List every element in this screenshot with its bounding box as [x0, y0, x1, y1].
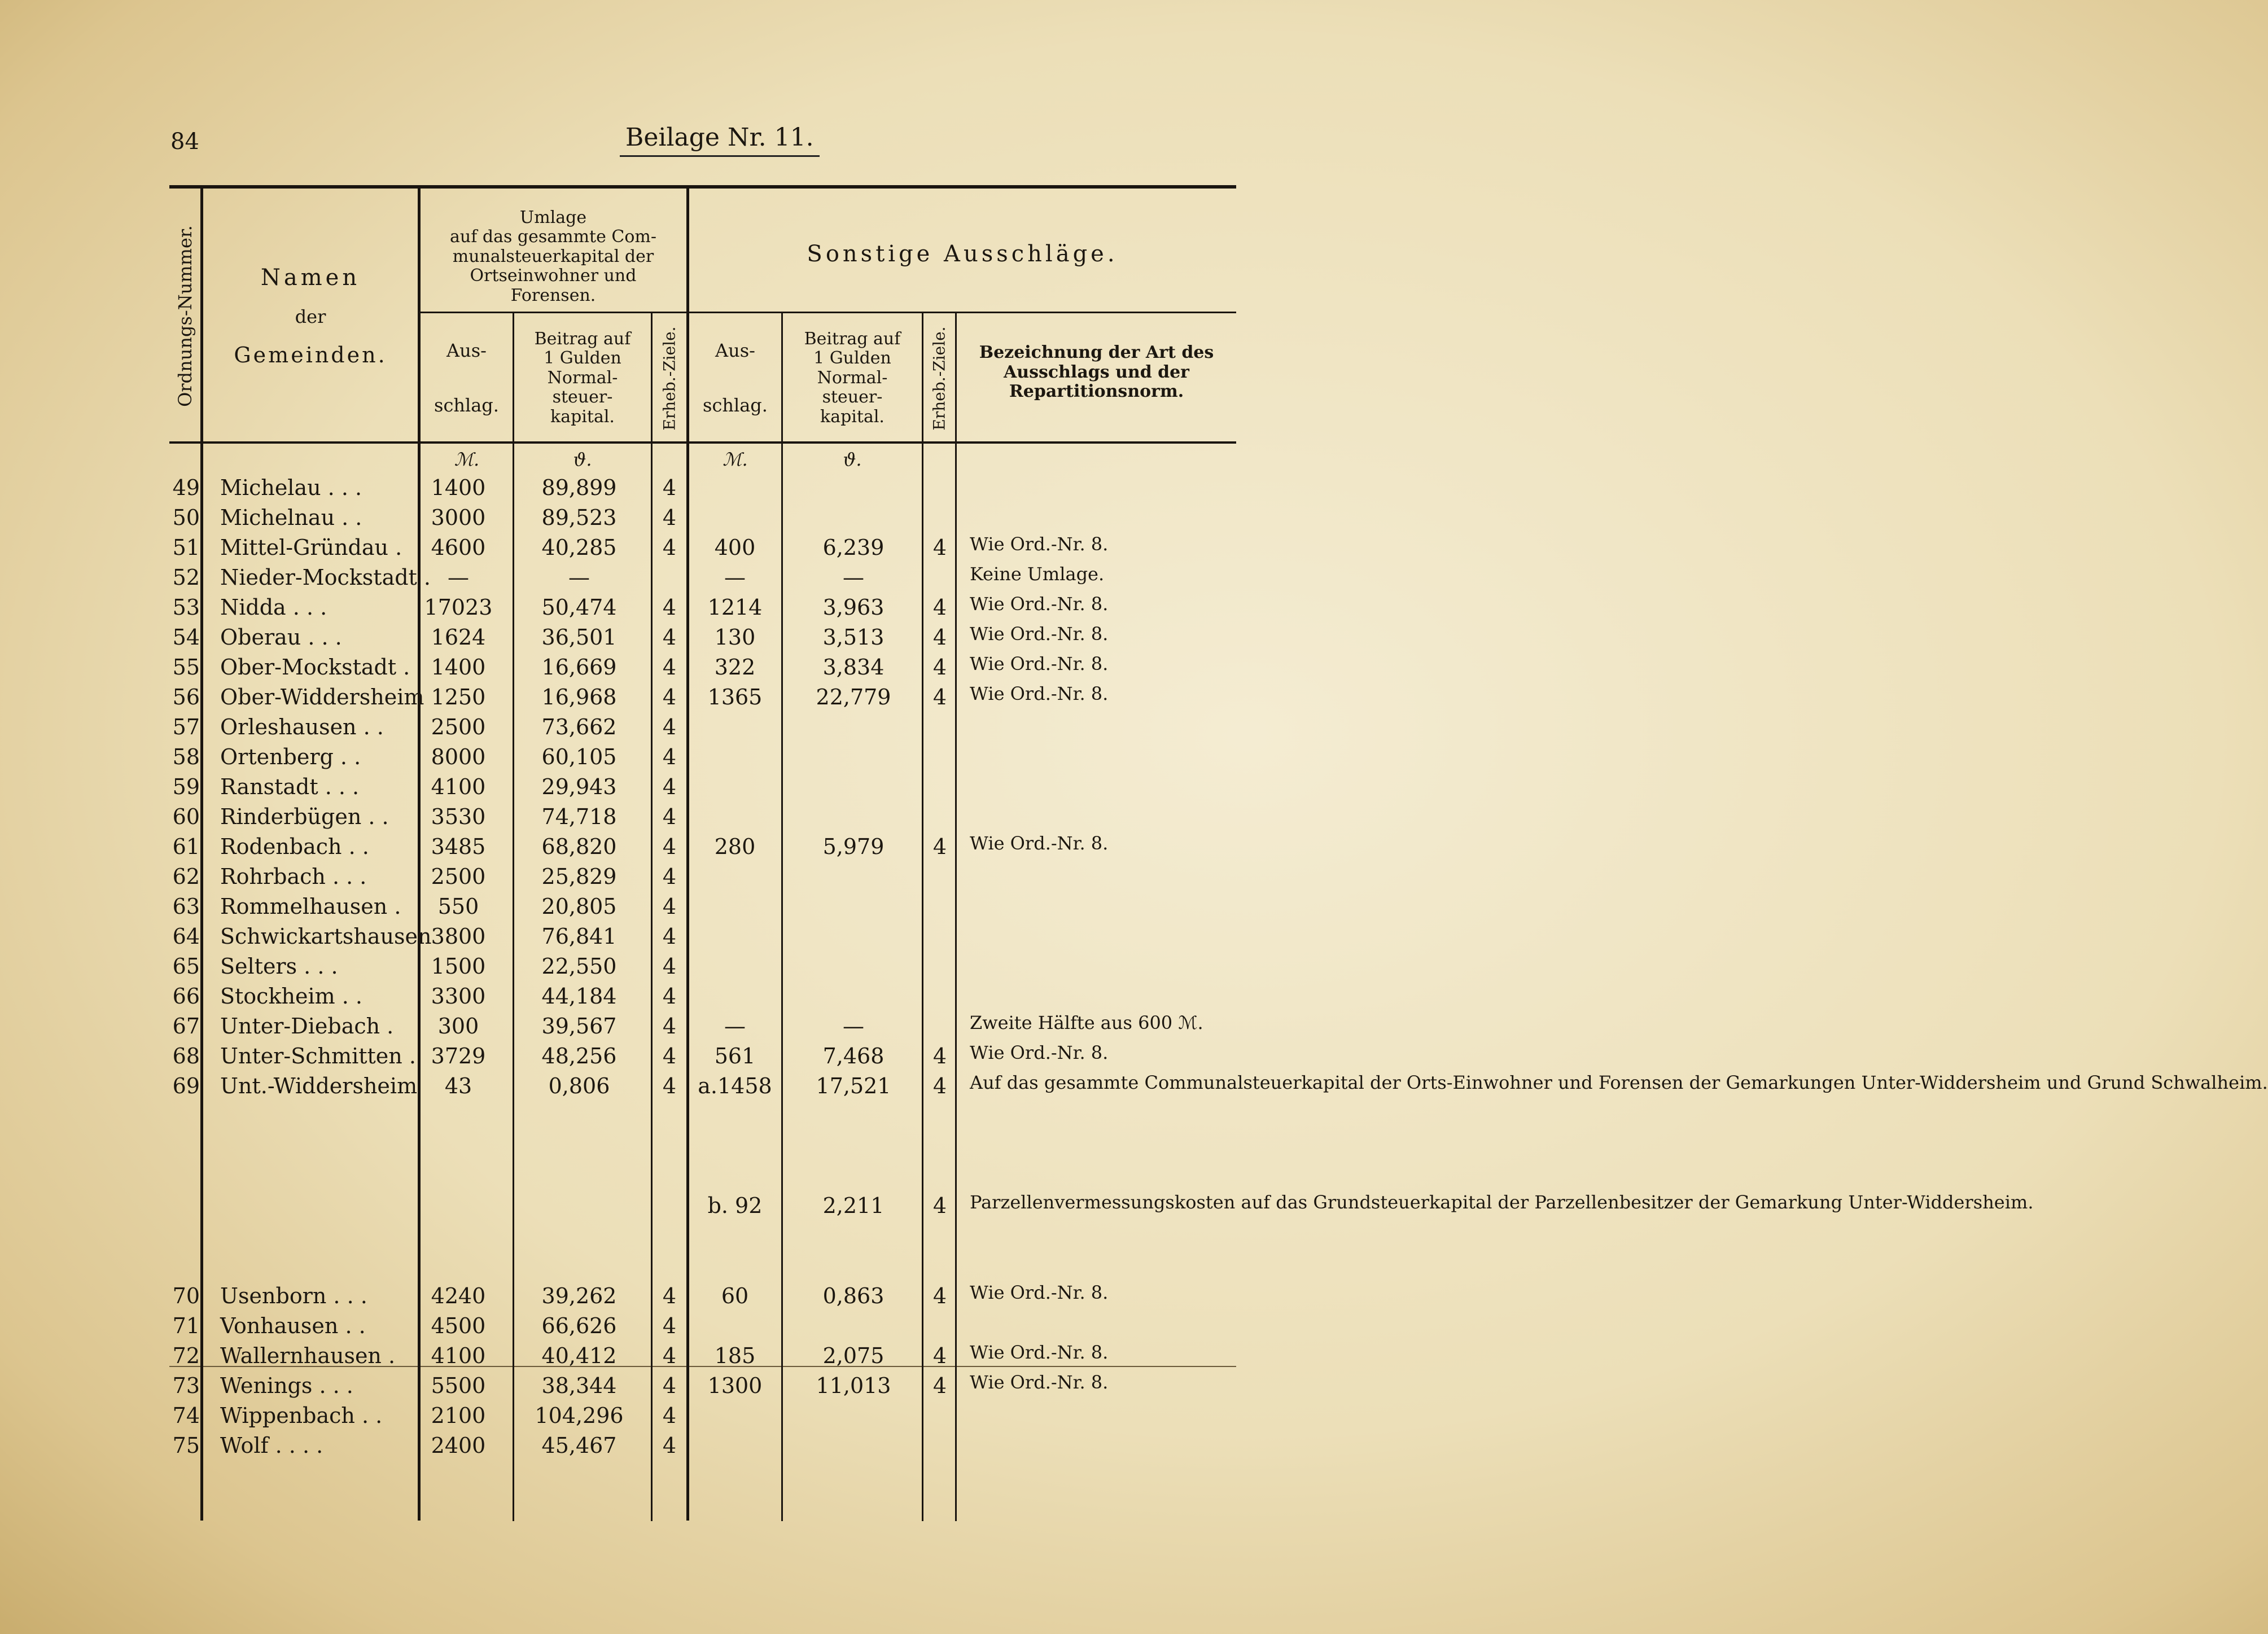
- cell-beitrag: 50,474: [541, 595, 617, 620]
- cell-nr: 69: [172, 1074, 200, 1098]
- cell-aus2: 322: [714, 655, 756, 680]
- cell-aus: 2500: [431, 864, 486, 889]
- cell-aus: 1624: [431, 625, 486, 650]
- cell-erh2: 4: [932, 1373, 947, 1398]
- cell-erh: 4: [662, 1044, 677, 1068]
- cell-erh2: 4: [932, 625, 947, 650]
- cell-aus: 8000: [431, 744, 486, 769]
- cell-nr: 58: [172, 744, 200, 769]
- header-beitrag: Beitrag auf 1 Gulden Normal- steuer- kapital.: [534, 328, 631, 427]
- cell-bez: Wie Ord.-Nr. 8.: [970, 533, 1109, 555]
- cell-erh: 4: [662, 894, 677, 919]
- cell-beitrag: 60,105: [541, 744, 617, 769]
- cell-aus: 3485: [431, 834, 486, 859]
- cell-bez: Wie Ord.-Nr. 8.: [970, 833, 1109, 854]
- cell-aus: 5500: [431, 1373, 486, 1398]
- cell-erh2: 4: [932, 1283, 947, 1308]
- cell-erh2: 4: [932, 1193, 947, 1218]
- cell-erh: 4: [662, 1283, 677, 1308]
- cell-aus: —: [448, 565, 469, 590]
- cell-aus: 3729: [431, 1044, 486, 1068]
- cell-aus: 3300: [431, 984, 486, 1009]
- cell-erh: 4: [662, 774, 677, 799]
- cell-beitrag: 0,806: [548, 1074, 610, 1098]
- table-row: [0, 802, 1339, 832]
- cell-nr: 72: [172, 1343, 200, 1368]
- cell-aus: 2500: [431, 715, 486, 739]
- cell-beitrag: 66,626: [541, 1313, 617, 1338]
- cell-name: Rohrbach . . .: [220, 864, 367, 889]
- table-row: [0, 652, 1339, 682]
- table-row: [0, 952, 1339, 982]
- cell-nr: 73: [172, 1373, 200, 1398]
- cell-erh: 4: [662, 685, 677, 709]
- table-row: [0, 473, 1339, 503]
- cell-name: Rodenbach . .: [220, 834, 369, 859]
- cell-name: Ortenberg . .: [220, 744, 361, 769]
- cell-aus: 1500: [431, 954, 486, 979]
- cell-name: Schwickartshausen: [220, 924, 432, 949]
- cell-erh: 4: [662, 954, 677, 979]
- table-row: [0, 1311, 1339, 1341]
- cell-beitrag: 16,669: [541, 655, 617, 680]
- cell-name: Unter-Schmitten .: [220, 1044, 416, 1068]
- table-row: [0, 742, 1339, 772]
- cell-bez: Parzellenvermessungskosten auf das Grundsteuerkapital der Parzellenbesitzer der Gemarkung Unter-Widdersheim.: [970, 1191, 2034, 1213]
- table-row: [0, 533, 1339, 563]
- cell-beitrag: 39,567: [541, 1014, 617, 1039]
- cell-beitrag: 38,344: [541, 1373, 617, 1398]
- cell-name: Ober-Widdersheim: [220, 685, 424, 709]
- cell-aus: 3000: [431, 505, 486, 530]
- cell-beitrag2: 2,075: [822, 1343, 885, 1368]
- cell-erh: 4: [662, 475, 677, 500]
- cell-aus: 4240: [431, 1283, 486, 1308]
- cell-nr: 52: [172, 565, 200, 590]
- cell-nr: 50: [172, 505, 200, 530]
- cell-erh: 4: [662, 1433, 677, 1458]
- cell-aus2: 400: [714, 535, 756, 560]
- cell-name: Unter-Diebach .: [220, 1014, 394, 1039]
- cell-beitrag: 104,296: [535, 1403, 624, 1428]
- cell-beitrag: 48,256: [541, 1044, 617, 1068]
- cell-beitrag: 40,412: [541, 1343, 617, 1368]
- cell-aus2: 280: [714, 834, 756, 859]
- cell-aus: 3530: [431, 804, 486, 829]
- table-row: [0, 1431, 1339, 1461]
- cell-bez: Zweite Hälfte aus 600 ℳ.: [970, 1012, 1203, 1033]
- cell-erh: 4: [662, 505, 677, 530]
- unit-mark: ℳ.: [454, 449, 480, 470]
- table-row: [0, 1041, 1339, 1071]
- cell-beitrag: 20,805: [541, 894, 617, 919]
- cell-nr: 53: [172, 595, 200, 620]
- cell-name: Wippenbach . .: [220, 1403, 383, 1428]
- table-row: [0, 623, 1339, 652]
- cell-beitrag2: 3,963: [822, 595, 885, 620]
- cell-name: Ranstadt . . .: [220, 774, 360, 799]
- unit-pfennig-2: ϑ.: [843, 449, 862, 470]
- cell-bez: Wie Ord.-Nr. 8.: [970, 1372, 1109, 1393]
- cell-erh: 4: [662, 1373, 677, 1398]
- table-row: [0, 1371, 1339, 1401]
- cell-aus: 4600: [431, 535, 486, 560]
- header-ordnungs-nummer: Ordnungs-Nummer.: [174, 225, 196, 407]
- cell-name: Stockheim . .: [220, 984, 362, 1009]
- table-row: [0, 712, 1339, 742]
- table-row: [0, 1191, 2034, 1221]
- cell-aus2: 1300: [707, 1373, 763, 1398]
- cell-nr: 55: [172, 655, 200, 680]
- cell-erh: 4: [662, 1403, 677, 1428]
- cell-erh2: 4: [932, 685, 947, 709]
- cell-aus: 43: [444, 1074, 472, 1098]
- cell-name: Orleshausen . .: [220, 715, 384, 739]
- cell-bez: Wie Ord.-Nr. 8.: [970, 623, 1109, 645]
- cell-erh: 4: [662, 864, 677, 889]
- header-ausschlag-2: Aus- schlag.: [703, 340, 768, 416]
- cell-beitrag2: 22,779: [816, 685, 891, 709]
- table-row: [0, 1401, 1339, 1431]
- cell-beitrag2: 2,211: [822, 1193, 885, 1218]
- cell-aus2: 130: [714, 625, 756, 650]
- cell-nr: 57: [172, 715, 200, 739]
- header-bezeichnung: Bezeichnung der Art des Ausschlags und der Repartitionsnorm.: [979, 343, 1214, 402]
- cell-erh2: 4: [932, 535, 947, 560]
- cell-bez: Wie Ord.-Nr. 8.: [970, 1282, 1109, 1303]
- cell-beitrag2: 11,013: [816, 1373, 891, 1398]
- table-row: [0, 503, 1339, 533]
- cell-nr: 63: [172, 894, 200, 919]
- cell-nr: 75: [172, 1433, 200, 1458]
- cell-aus2: b. 92: [707, 1193, 763, 1218]
- cell-aus2: 561: [714, 1044, 756, 1068]
- cell-aus2: 1214: [707, 595, 763, 620]
- cell-name: Rinderbügen . .: [220, 804, 389, 829]
- cell-erh2: 4: [932, 595, 947, 620]
- cell-erh2: 4: [932, 834, 947, 859]
- cell-name: Wenings . . .: [220, 1373, 353, 1398]
- cell-aus: 17023: [424, 595, 493, 620]
- cell-nr: 74: [172, 1403, 200, 1428]
- cell-erh: 4: [662, 715, 677, 739]
- cell-beitrag: 45,467: [541, 1433, 617, 1458]
- table-row: [0, 922, 1339, 952]
- cell-beitrag2: 17,521: [816, 1074, 891, 1098]
- cell-nr: 51: [172, 535, 200, 560]
- unit-mark-2: ℳ.: [723, 449, 748, 470]
- cell-aus: 4500: [431, 1313, 486, 1338]
- cell-erh: 4: [662, 655, 677, 680]
- cell-bez: Wie Ord.-Nr. 8.: [970, 1042, 1109, 1063]
- cell-erh: 4: [662, 1313, 677, 1338]
- cell-beitrag: 73,662: [541, 715, 617, 739]
- cell-nr: 68: [172, 1044, 200, 1068]
- cell-nr: 60: [172, 804, 200, 829]
- table-row: [0, 862, 1339, 892]
- cell-beitrag2: 3,834: [822, 655, 885, 680]
- cell-aus: 2100: [431, 1403, 486, 1428]
- cell-nr: 56: [172, 685, 200, 709]
- cell-erh: 4: [662, 595, 677, 620]
- cell-name: Wallernhausen .: [220, 1343, 396, 1368]
- cell-nr: 70: [172, 1283, 200, 1308]
- table-row: [0, 1341, 1339, 1371]
- cell-name: Nidda . . .: [220, 595, 327, 620]
- cell-erh: 4: [662, 744, 677, 769]
- page-number: 84: [170, 129, 199, 155]
- cell-nr: 65: [172, 954, 200, 979]
- cell-aus: 550: [437, 894, 479, 919]
- cell-erh: 4: [662, 834, 677, 859]
- header-umlage: Umlage auf das gesammte Com- munalsteuerkapital der Ortseinwohner und Forensen.: [450, 207, 656, 305]
- cell-erh2: 4: [932, 1074, 947, 1098]
- cell-name: Michelnau . .: [220, 505, 362, 530]
- cell-erh: 4: [662, 1074, 677, 1098]
- table-row: [0, 1011, 1339, 1041]
- cell-nr: 59: [172, 774, 200, 799]
- cell-bez: Wie Ord.-Nr. 8.: [970, 683, 1109, 704]
- cell-beitrag: 40,285: [541, 535, 617, 560]
- cell-aus: 1250: [431, 685, 486, 709]
- cell-name: Wolf . . . .: [220, 1433, 323, 1458]
- cell-nr: 62: [172, 864, 200, 889]
- table-row: [0, 1071, 2268, 1101]
- cell-erh2: 4: [932, 1044, 947, 1068]
- cell-bez: Wie Ord.-Nr. 8.: [970, 1342, 1109, 1363]
- cell-bez: Auf das gesammte Communalsteuerkapital der Orts-Einwohner und Forensen der Gemarkungen Unter-Widdersheim und Grund Schwalheim.: [970, 1072, 2268, 1093]
- cell-beitrag: 89,899: [541, 475, 617, 500]
- cell-aus2: 60: [721, 1283, 749, 1308]
- cell-beitrag2: 7,468: [822, 1044, 885, 1068]
- cell-beitrag: —: [568, 565, 590, 590]
- table-row: [0, 563, 1339, 593]
- cell-beitrag: 22,550: [541, 954, 617, 979]
- cell-erh: 4: [662, 1343, 677, 1368]
- page-title: Beilage Nr. 11.: [620, 123, 820, 157]
- table-row: [0, 772, 1339, 802]
- cell-nr: 67: [172, 1014, 200, 1039]
- cell-nr: 64: [172, 924, 200, 949]
- cell-name: Vonhausen . .: [220, 1313, 366, 1338]
- cell-aus2: 185: [714, 1343, 756, 1368]
- cell-name: Rommelhausen .: [220, 894, 401, 919]
- cell-beitrag: 68,820: [541, 834, 617, 859]
- header-erheb-ziele: Erheb.-Ziele.: [660, 326, 679, 431]
- cell-beitrag: 44,184: [541, 984, 617, 1009]
- cell-aus: 2400: [431, 1433, 486, 1458]
- cell-aus2: a.1458: [698, 1074, 772, 1098]
- cell-name: Michelau . . .: [220, 475, 362, 500]
- cell-beitrag: 76,841: [541, 924, 617, 949]
- cell-name: Mittel-Gründau .: [220, 535, 402, 560]
- cell-name: Nieder-Mockstadt .: [220, 565, 431, 590]
- table-row: [0, 832, 1339, 862]
- cell-bez: Keine Umlage.: [970, 563, 1105, 585]
- cell-erh: 4: [662, 1014, 677, 1039]
- cell-beitrag: 16,968: [541, 685, 617, 709]
- cell-name: Oberau . . .: [220, 625, 342, 650]
- cell-erh: 4: [662, 625, 677, 650]
- table-row: [0, 982, 1339, 1011]
- header-erheb-ziele-2: Erheb.-Ziele.: [930, 326, 949, 431]
- cell-aus2: 1365: [707, 685, 763, 709]
- cell-erh2: 4: [932, 1343, 947, 1368]
- cell-aus: 1400: [431, 655, 486, 680]
- cell-erh: 4: [662, 535, 677, 560]
- cell-bez: Wie Ord.-Nr. 8.: [970, 593, 1109, 615]
- header-namen: Namen der Gemeinden.: [234, 264, 387, 367]
- table-row: [0, 1281, 1339, 1311]
- cell-beitrag: 39,262: [541, 1283, 617, 1308]
- cell-beitrag2: 3,513: [822, 625, 885, 650]
- cell-aus: 3800: [431, 924, 486, 949]
- header-ausschlag: Aus- schlag.: [434, 340, 499, 416]
- cell-bez: Wie Ord.-Nr. 8.: [970, 653, 1109, 674]
- cell-aus: 300: [437, 1014, 479, 1039]
- header-beitrag-2: Beitrag auf 1 Gulden Normal- steuer- kapital.: [804, 328, 901, 427]
- header-sonstige: Sonstige Ausschläge.: [807, 241, 1118, 267]
- cell-beitrag2: 5,979: [822, 834, 885, 859]
- cell-nr: 71: [172, 1313, 200, 1338]
- cell-nr: 54: [172, 625, 200, 650]
- cell-name: Selters . . .: [220, 954, 338, 979]
- cell-beitrag: 89,523: [541, 505, 617, 530]
- table-row: [0, 892, 1339, 922]
- cell-erh: 4: [662, 804, 677, 829]
- cell-aus: 1400: [431, 475, 486, 500]
- cell-name: Unt.-Widdersheim: [220, 1074, 418, 1098]
- cell-aus2: —: [724, 1014, 746, 1039]
- cell-erh: 4: [662, 924, 677, 949]
- cell-nr: 66: [172, 984, 200, 1009]
- table-row: [0, 593, 1339, 623]
- cell-name: Ober-Mockstadt .: [220, 655, 410, 680]
- cell-erh: 4: [662, 984, 677, 1009]
- cell-nr: 61: [172, 834, 200, 859]
- cell-aus: 4100: [431, 774, 486, 799]
- cell-beitrag2: 6,239: [822, 535, 885, 560]
- cell-aus: 4100: [431, 1343, 486, 1368]
- cell-name: Usenborn . . .: [220, 1283, 367, 1308]
- cell-erh2: 4: [932, 655, 947, 680]
- unit-pfennig: ϑ.: [573, 449, 592, 470]
- table-row: [0, 682, 1339, 712]
- cell-beitrag: 36,501: [541, 625, 617, 650]
- cell-beitrag: 29,943: [541, 774, 617, 799]
- cell-aus2: —: [724, 565, 746, 590]
- cell-beitrag: 25,829: [541, 864, 617, 889]
- cell-beitrag2: —: [843, 565, 864, 590]
- cell-beitrag2: —: [843, 1014, 864, 1039]
- cell-nr: 49: [172, 475, 200, 500]
- cell-beitrag2: 0,863: [822, 1283, 885, 1308]
- cell-beitrag: 74,718: [541, 804, 617, 829]
